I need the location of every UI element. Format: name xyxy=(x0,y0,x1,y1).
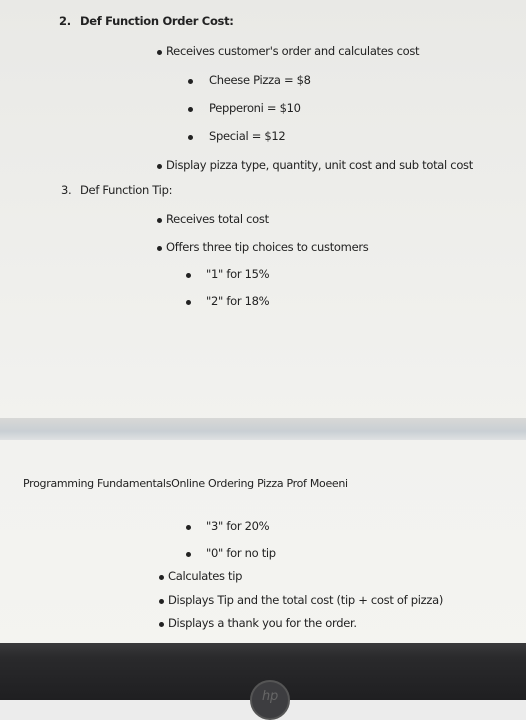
section-2-heading: Def Function Order Cost: xyxy=(80,14,234,28)
section-3-heading: Def Function Tip: xyxy=(80,183,173,197)
page-header: Programming FundamentalsOnline Ordering Pizza Prof Moeeni xyxy=(23,477,348,490)
hp-logo: hp xyxy=(250,680,290,720)
bullet xyxy=(188,79,193,84)
bullet xyxy=(159,599,164,604)
bullet xyxy=(186,273,191,278)
tip-choice-2: "2" for 18% xyxy=(206,294,270,308)
price-pepperoni: Pepperoni = $10 xyxy=(209,101,301,115)
tip-item-2: Offers three tip choices to customers xyxy=(166,240,369,254)
order-cost-item-2: Display pizza type, quantity, unit cost and sub total cost xyxy=(166,158,473,172)
tip-item-4: Displays Tip and the total cost (tip + cost of pizza) xyxy=(168,593,444,607)
bullet xyxy=(159,575,164,580)
section-3-number: 3. xyxy=(61,183,72,197)
tip-choice-4: "0" for no tip xyxy=(206,546,276,560)
tip-choice-1: "1" for 15% xyxy=(206,267,270,281)
price-special: Special = $12 xyxy=(209,129,286,143)
bullet xyxy=(157,218,162,223)
bullet xyxy=(157,50,162,55)
bullet xyxy=(186,525,191,530)
tip-item-5: Displays a thank you for the order. xyxy=(168,616,357,630)
bullet xyxy=(188,135,193,140)
tip-choice-3: "3" for 20% xyxy=(206,519,270,533)
tip-item-1: Receives total cost xyxy=(166,212,269,226)
bullet xyxy=(186,552,191,557)
tip-item-3: Calculates tip xyxy=(168,569,243,583)
bullet xyxy=(159,622,164,627)
order-cost-item-1: Receives customer's order and calculates cost xyxy=(166,44,420,58)
section-2-number: 2. xyxy=(59,14,71,28)
bullet xyxy=(186,300,191,305)
bullet xyxy=(157,246,162,251)
bullet xyxy=(157,164,162,169)
price-cheese-pizza: Cheese Pizza = $8 xyxy=(209,73,311,87)
bullet xyxy=(188,107,193,112)
page-break xyxy=(0,418,526,440)
